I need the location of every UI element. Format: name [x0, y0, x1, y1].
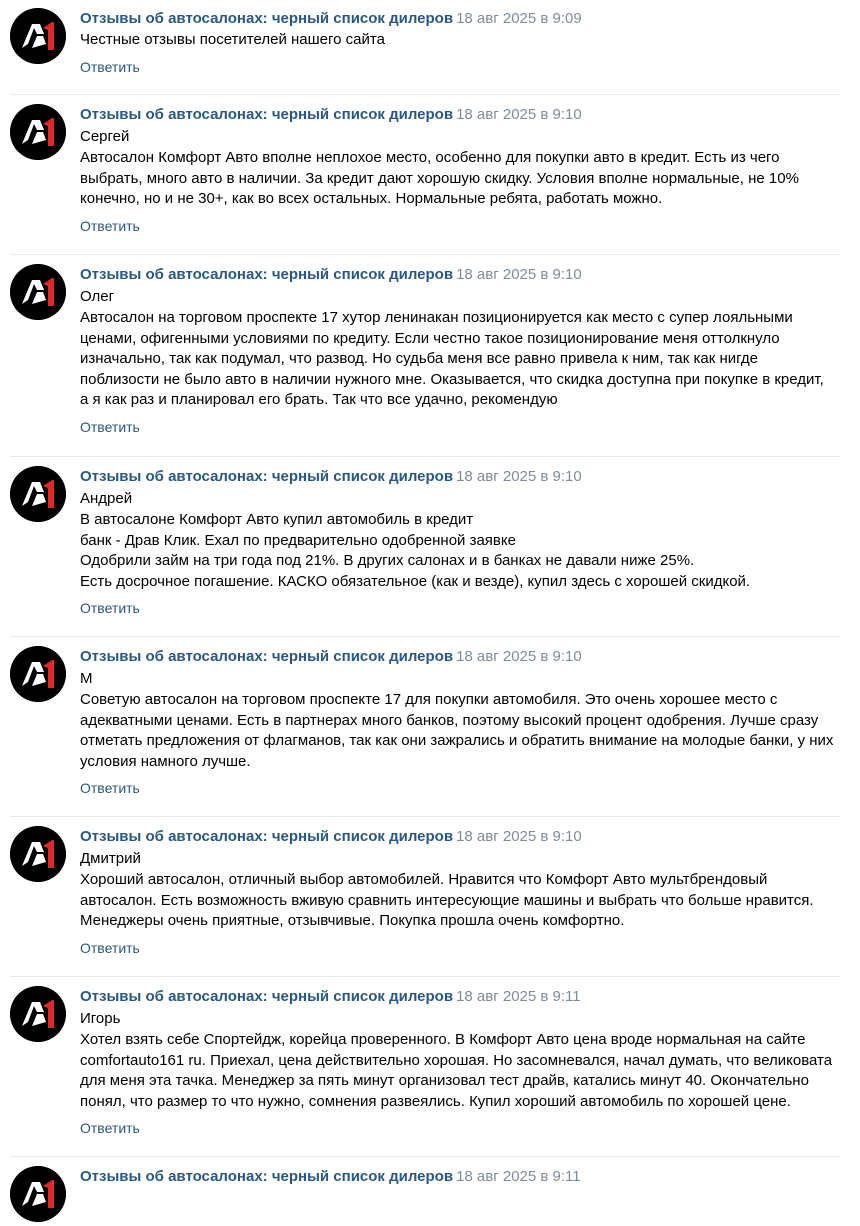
- reply-button[interactable]: Ответить: [80, 600, 140, 616]
- comment: [10, 8, 840, 95]
- a1-logo-icon: [10, 8, 66, 64]
- comment: [10, 646, 840, 817]
- a1-logo-icon: [10, 826, 66, 882]
- comment: [10, 986, 840, 1157]
- comment-body: [80, 646, 840, 798]
- comment: [10, 466, 840, 637]
- comment-header: [80, 264, 840, 286]
- comment-text-line: comfortauto161 ru. Приехал, цена действительно хорошая. Но засомневался, начал думать, что великовата: [80, 1051, 833, 1069]
- comment-text-line: Автосалон на торговом проспекте 17 хутор ленинакан позиционируется как место с супер лояльными: [80, 309, 793, 326]
- reply-button[interactable]: Ответить: [80, 217, 140, 234]
- comment-date[interactable]: 18 авг 2025 в 9:10: [456, 468, 582, 485]
- avatar[interactable]: [10, 646, 66, 702]
- reply-button[interactable]: Ответить: [80, 780, 140, 796]
- avatar[interactable]: [10, 1166, 66, 1222]
- comment-text-line: поблизости не было авто в наличии нужного мне. Оказывается, что скидка доступна при покупке в кредит,: [80, 370, 824, 388]
- avatar[interactable]: [10, 104, 66, 160]
- reply-button[interactable]: Ответить: [80, 418, 140, 435]
- comment-text: [80, 690, 840, 772]
- comment-text-line: Советую автосалон на торговом проспекте 17 для покупки автомобиля. Это очень хорошее место с: [80, 691, 778, 708]
- comment-author[interactable]: Отзывы об автосалонах: черный список дилеров: [80, 266, 454, 283]
- comment-text-line: для меня эта тачка. Менеджер за пять минут организовал тест драйв, катались минут 40. Окончательно: [80, 1072, 809, 1089]
- comment-author[interactable]: Отзывы об автосалонах: черный список дилеров: [80, 106, 454, 123]
- a1-logo-icon: [10, 1166, 66, 1222]
- comment-header: [80, 104, 840, 126]
- comment-date[interactable]: 18 авг 2025 в 9:10: [456, 106, 582, 123]
- comment-author[interactable]: Отзывы об автосалонах: черный список дилеров: [80, 648, 454, 665]
- a1-logo-icon: [10, 646, 66, 702]
- comment-text-line: понял, что размер то что нужно, сомнения развеялись. Купил хороший автомобиль по хорошей цене.: [80, 1092, 791, 1110]
- reply-button[interactable]: Ответить: [80, 939, 140, 956]
- reply-button[interactable]: Ответить: [80, 58, 140, 75]
- comment: [10, 826, 840, 977]
- comment-text-line: а я как раз и планировал его брать. Так что все удачно, рекомендую: [80, 391, 558, 408]
- comment-header: [80, 986, 840, 1008]
- comment-text: [80, 30, 840, 51]
- avatar[interactable]: [10, 264, 66, 320]
- comment-text-line: условия намного лучше.: [80, 752, 251, 770]
- avatar[interactable]: [10, 826, 66, 882]
- comment-body: [80, 826, 840, 958]
- avatar[interactable]: [10, 466, 66, 522]
- comment-text-line: адекватными ценами. Есть в партнерах много банков, поэтому высокий процент одобрения. Лучше сразу: [80, 711, 819, 729]
- comment-text: [80, 870, 840, 932]
- comment-body: [80, 986, 840, 1138]
- comment-author[interactable]: Отзывы об автосалонах: черный список дилеров: [80, 828, 454, 845]
- reviewer-name: Олег: [80, 288, 115, 305]
- comment-author[interactable]: Отзывы об автосалонах: черный список дилеров: [80, 468, 454, 485]
- comment-text-line: ценами, офигенными условиями по кредиту. Если честно такое позиционирование меня оттолкнуло: [80, 329, 780, 347]
- reviewer-name: М: [80, 670, 93, 687]
- comment: [10, 1166, 840, 1226]
- comment-body: [80, 8, 840, 77]
- comment-text-line: автосалон. Есть возможность вживую сравнить интересующие машины и выбрать что больше нравится.: [80, 891, 814, 909]
- comment-header: [80, 1166, 840, 1188]
- comment-body: [80, 264, 840, 437]
- comment-header: [80, 466, 840, 488]
- comment-text-line: Хороший автосалон, отличный выбор автомобилей. Нравится что Комфорт Авто мультбрендовый: [80, 871, 768, 888]
- comment-text-line: изначально, так как подумал, что развод. Но судьба меня все равно привела к ним, так как нигде: [80, 350, 758, 367]
- comment-text-line: Честные отзывы посетителей нашего сайта: [80, 31, 385, 48]
- comment-text-line: выбрать, много авто в наличии. За кредит дают хорошую скидку. Условия вполне нормальные, не 10%: [80, 169, 799, 187]
- a1-logo-icon: [10, 264, 66, 320]
- comment: [10, 104, 840, 255]
- comment-text: [80, 1030, 840, 1112]
- comment-header: [80, 826, 840, 848]
- avatar[interactable]: [10, 986, 66, 1042]
- comment-date[interactable]: 18 авг 2025 в 9:10: [456, 648, 582, 665]
- comment-text: [80, 148, 840, 210]
- comment-author[interactable]: Отзывы об автосалонах: черный список дилеров: [80, 10, 454, 27]
- comment-text-line: конечно, но и не 30+, как во всех остальных. Нормальные ребята, работать можно.: [80, 190, 663, 207]
- comment-author[interactable]: Отзывы об автосалонах: черный список дилеров: [80, 988, 454, 1005]
- comment-date[interactable]: 18 авг 2025 в 9:11: [456, 1168, 581, 1185]
- comment-text-line: Хотел взять себе Спортейдж, корейца проверенного. В Комфорт Авто цена вроде нормальная на сайте: [80, 1031, 806, 1048]
- reviewer-name: Игорь: [80, 1010, 121, 1027]
- comment-text-line: Есть досрочное погашение. КАСКО обязательное (как и везде), купил здесь с хорошей скидкой.: [80, 572, 751, 590]
- comment-text-line: Менеджеры очень приятные, отзывчивые. Покупка прошла очень комфортно.: [80, 912, 625, 929]
- comment-text-line: отметать предложения от флагманов, так как они зажрались и обратить внимание на молодые банки, у них: [80, 732, 834, 749]
- comment: [10, 264, 840, 457]
- reply-button[interactable]: Ответить: [80, 1120, 140, 1136]
- comment-text: [80, 510, 840, 592]
- comment-body: [80, 104, 840, 236]
- comment-author[interactable]: Отзывы об автосалонах: черный список дилеров: [80, 1168, 454, 1185]
- comment-text-line: банк - Драв Клик. Ехал по предварительно одобренной заявке: [80, 531, 516, 549]
- comment-date[interactable]: 18 авг 2025 в 9:09: [456, 10, 582, 27]
- comment-text: [80, 308, 840, 411]
- comment-body: [80, 466, 840, 618]
- comment-date[interactable]: 18 авг 2025 в 9:11: [456, 988, 581, 1005]
- comment-header: [80, 646, 840, 668]
- a1-logo-icon: [10, 986, 66, 1042]
- reviewer-name: Андрей: [80, 490, 133, 507]
- comment-date[interactable]: 18 авг 2025 в 9:10: [456, 828, 582, 845]
- a1-logo-icon: [10, 104, 66, 160]
- comment-text-line: В автосалоне Комфорт Авто купил автомобиль в кредит: [80, 511, 474, 528]
- reviewer-name: Дмитрий: [80, 850, 141, 867]
- comment-header: [80, 8, 840, 30]
- comment-date[interactable]: 18 авг 2025 в 9:10: [456, 266, 582, 283]
- reviewer-name: Сергей: [80, 128, 130, 145]
- comment-text-line: Автосалон Комфорт Авто вполне неплохое место, особенно для покупки авто в кредит. Есть из чего: [80, 149, 780, 166]
- avatar[interactable]: [10, 8, 66, 64]
- comment-body: [80, 1166, 840, 1188]
- comment-text-line: Одобрили займ на три года под 21%. В других салонах и в банках не давали ниже 25%.: [80, 552, 695, 569]
- a1-logo-icon: [10, 466, 66, 522]
